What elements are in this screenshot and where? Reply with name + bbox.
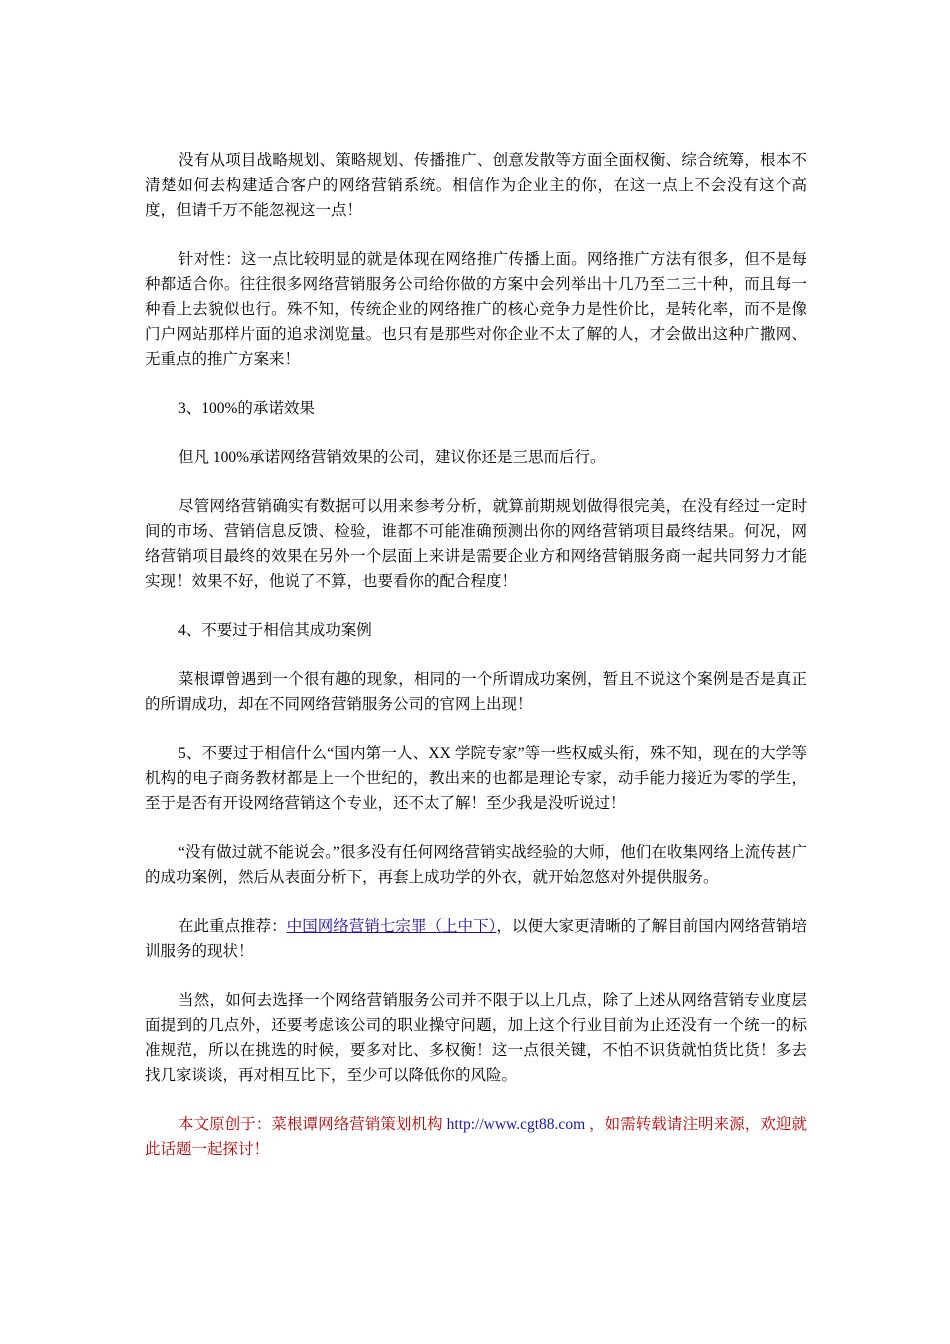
heading-success-cases: 4、不要过于相信其成功案例: [178, 622, 372, 639]
paragraph-strategy: 没有从项目战略规划、策略规划、传播推广、创意发散等方面全面权衡、综合统筹，根本不清楚如何去构建适合客户的网络营销系统。相信作为企业主的你，在这一点上不会没有这个高度，但请千万不能忽视这一点！: [145, 152, 807, 219]
paragraph-same-case: 菜根谭曾遇到一个很有趣的现象，相同的一个所谓成功案例，暂且不说这个案例是否是真正的所谓成功，却在不同网络营销服务公司的官网上出现！: [145, 671, 807, 713]
paragraph-conclusion: 当然，如何去选择一个网络营销服务公司并不限于以上几点，除了上述从网络营销专业度层面提到的几点外，还要考虑该公司的职业操守问题，加上这个行业目前为止还没有一个统一的标准规范，所以在挑选的时候，要多对比、多权衡！这一点很关键，不怕不识货就怕货比货！多去找几家谈谈，再对相互比下，至少可以降低你的风险。: [145, 992, 807, 1084]
paragraph-authority-titles: 5、不要过于相信什么“国内第一人、XX 学院专家”等一些权威头衔，殊不知，现在的大学等机构的电子商务教材都是上一个世纪的，教出来的也都是理论专家，动手能力接近为零的学生，至于是否有开设网络营销这个专业，还不太了解！至少我是没听说过！: [145, 745, 807, 812]
document-body: [145, 148, 807, 1186]
paragraph-no-experience: “没有做过就不能说会。”很多没有任何网络营销实战经验的大师，他们在收集网络上流传甚广的成功案例，然后从表面分析下，再套上成功学的外衣，就开始忽悠对外提供服务。: [145, 844, 807, 886]
paragraph-data-analysis: 尽管网络营销确实有数据可以用来参考分析，就算前期规划做得很完美，在没有经过一定时间的市场、营销信息反馈、检验，谁都不可能准确预测出你的网络营销项目最终结果。何况，网络营销项目最终的效果在另外一个层面上来讲是需要企业方和网络营销服务商一起共同努力才能实现！效果不好，他说了不算，也要看你的配合程度！: [145, 498, 807, 590]
recommendation-prefix: 在此重点推荐：: [178, 918, 287, 935]
paragraph-source-note: [145, 1112, 807, 1162]
paragraph-targeting: 针对性：这一点比较明显的就是体现在网络推广传播上面。网络推广方法有很多，但不是每种都适合你。往往很多网络营销服务公司给你做的方案中会列举出十几乃至二三十种，而且每一种看上去貌似也行。殊不知，传统企业的网络推广的核心竞争力是性价比，是转化率，而不是像门户网站那样片面的追求浏览量。也只有是那些对你企业不太了解的人，才会做出这种广撒网、无重点的推广方案来！: [145, 251, 807, 368]
source-url[interactable]: http://www.cgt88.com: [446, 1116, 586, 1133]
heading-100-percent-promise: 3、100%的承诺效果: [178, 400, 315, 417]
source-prefix: 本文原创于：菜根谭网络营销策划机构: [178, 1116, 447, 1133]
paragraph-recommendation: [145, 914, 807, 964]
paragraph-promise-warning: 但凡 100%承诺网络营销效果的公司，建议你还是三思而后行。: [178, 449, 606, 466]
seven-sins-article-link[interactable]: 中国网络营销七宗罪（上中下）: [286, 918, 497, 935]
recommendation-suffix: ，以便大家更清晰的了解目前国内网络营销培训服务的现状！: [145, 918, 807, 960]
source-suffix: ，如需转载请注明来源，欢迎就此话题一起探讨！: [145, 1116, 807, 1158]
